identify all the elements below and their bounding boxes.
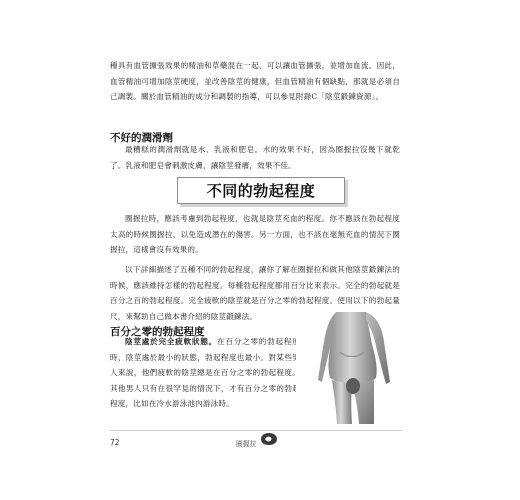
- page-number: 72: [110, 438, 120, 447]
- chapter-title: 不同的勃起程度: [206, 182, 316, 200]
- figure-genital-area: [346, 378, 360, 394]
- footer-rule: [110, 430, 402, 431]
- paragraph-zero-percent: [110, 334, 300, 412]
- male-figure-illustration: [296, 312, 400, 424]
- paragraph-vasodilator-oil: 種具有血管擴張效果的精油和草藥混在一起，可以讓血管擴張，並增加血流。因此，血管精油可增加陰莖硬度，並改善陰莖的健康，但血管精油有個缺點，那就是必須自己調製。關於血管精油的成分和調製的指導，可以參見附錄C「陰莖鍛鍊資源」。: [110, 61, 400, 102]
- paragraph-lubricants: 最糟糕的潤滑劑就是水、乳液和肥皂。水的效果不好，因為圈握拉沒幾下就乾了。乳液和肥皂會刺激皮膚，讓陰莖發癢，效果不佳。: [110, 145, 400, 170]
- chapter-title-box: [177, 177, 345, 204]
- footer-logo-icon: [259, 432, 279, 446]
- zero-percent-lead: 陰莖處於完全疲軟狀態。: [125, 337, 217, 346]
- running-title: 圈握拉: [236, 440, 257, 448]
- section-heading-zero-percent: 百分之零的勃起程度: [110, 326, 205, 338]
- paragraph-five-levels: 以下詳細描述了五種不同的勃起程度，讓你了解在圈握拉和做其他陰莖鍛鍊法的時候，應該維持怎樣的勃起程度。每種勃起程度都用百分比來表示。完全的勃起就是百分之百的勃起程度。完全疲軟的陰莖就是百分之零的勃起程度。使用以下的勃起量尺，來幫助自己做本書介紹的陰莖鍛鍊法。: [110, 265, 400, 321]
- zero-percent-body: 在百分之零的勃起程度時，陰莖處於最小的狀態，勃起程度也最小。對某些男人來說，他們疲軟的陰莖總是在百分之零的勃起程度。其他男人只有在很罕見的情況下，才有百分之零的勃起程度，比如在冷水游泳池內游泳時。: [110, 337, 301, 409]
- section-heading-lubricants: 不好的潤滑劑: [110, 132, 173, 144]
- paragraph-erection-intro: 圈握拉時，應該考慮到勃起程度，也就是陰莖充血的程度。你不應該在勃起程度太高的時候圈握拉，以免造成潛在的傷害。另一方面，也不該在毫無充血的情況下圈握拉，這樣會沒有效果的。: [110, 214, 400, 255]
